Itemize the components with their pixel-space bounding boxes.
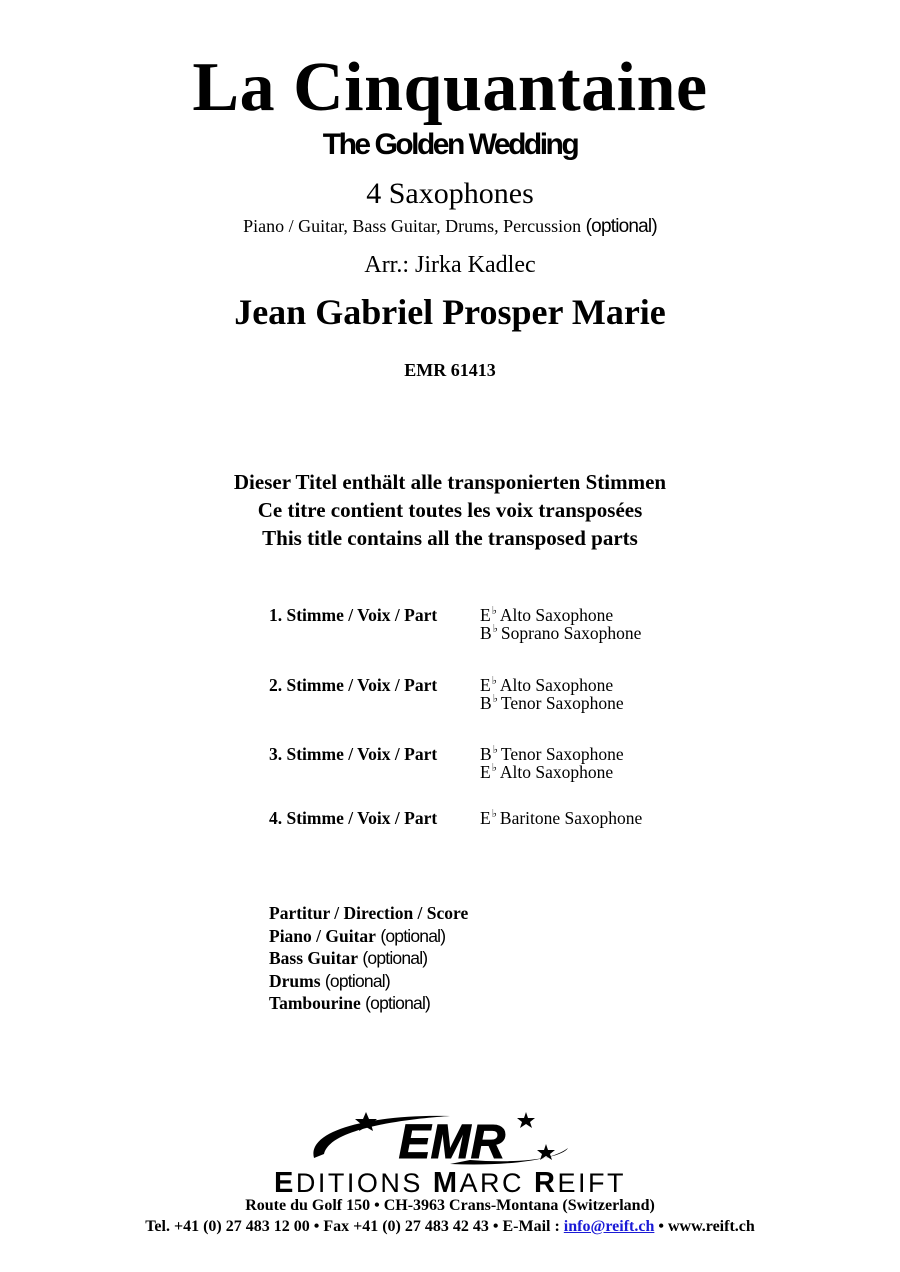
part-label: 4. Stimme / Voix / Part (269, 808, 438, 828)
flat-icon: ♭ (491, 762, 497, 774)
extra-optional: (optional) (324, 970, 390, 991)
part-instrument (480, 809, 642, 827)
extra-item (269, 902, 468, 925)
part-instrument (480, 763, 624, 781)
brand-rest: EIFT (557, 1168, 626, 1198)
instrument-name: Soprano Saxophone (500, 623, 642, 643)
flat-icon: ♭ (491, 675, 497, 687)
composer: Jean Gabriel Prosper Marie (234, 292, 666, 332)
publisher-address: Route du Golf 150 • CH-3963 Crans-Montana (Switzerland) (245, 1197, 655, 1214)
logo-text: EMR (398, 1116, 506, 1169)
extra-name: Piano / Guitar (269, 925, 376, 946)
star-icon (517, 1112, 535, 1128)
arranger: Arr.: Jirka Kadlec (364, 252, 536, 278)
instrument-name: Alto Saxophone (499, 675, 614, 695)
extra-item (269, 992, 468, 1015)
publisher-contact (0, 1217, 900, 1237)
instrument-key: B (480, 623, 492, 643)
note-french: Ce titre contient toutes les voix transposées (257, 498, 643, 522)
extra-item (269, 970, 468, 993)
instrument-name: Alto Saxophone (499, 762, 614, 782)
instrument-name: Tenor Saxophone (500, 693, 624, 713)
instrument-key: E (480, 605, 491, 625)
part-instruments (480, 676, 624, 712)
star-icon (537, 1144, 555, 1160)
transposition-notes (0, 468, 900, 552)
instrumentation: 4 Saxophones (366, 177, 534, 210)
flat-icon: ♭ (491, 605, 497, 617)
brand-capital: R (534, 1167, 558, 1199)
email-link[interactable]: info@reift.ch (563, 1218, 655, 1235)
instrument-key: E (480, 808, 491, 828)
contact-website: • www.reift.ch (654, 1218, 755, 1235)
brand-rest: ARC (459, 1168, 535, 1198)
instrument-name: Alto Saxophone (499, 605, 614, 625)
instrument-name: Baritone Saxophone (499, 808, 643, 828)
title: La Cinquantaine (192, 49, 708, 126)
part-instruments (480, 606, 641, 642)
instrument-key: B (480, 744, 492, 764)
extra-item (269, 947, 468, 970)
extra-optional: (optional) (365, 993, 431, 1013)
part-instrument (480, 624, 641, 642)
extra-optional: (optional) (362, 948, 428, 968)
accompaniment-optional: (optional) (585, 216, 657, 237)
extras-list (269, 902, 468, 1015)
publisher-name (0, 1168, 900, 1198)
part-instrument (480, 606, 641, 624)
flat-icon: ♭ (492, 744, 498, 756)
instrument-key: E (480, 675, 491, 695)
extra-optional: (optional) (380, 925, 446, 946)
extra-name: Partitur / Direction / Score (269, 903, 469, 923)
part-instrument (480, 676, 624, 694)
flat-icon: ♭ (492, 693, 498, 705)
instrument-key: B (480, 693, 492, 713)
instrument-key: E (480, 762, 491, 782)
accompaniment-line (0, 214, 900, 239)
catalog-number: EMR 61413 (404, 360, 496, 380)
part-label: 3. Stimme / Voix / Part (269, 744, 438, 764)
extra-name: Bass Guitar (269, 948, 358, 968)
part-instrument (480, 694, 624, 712)
contact-phone-fax: Tel. +41 (0) 27 483 12 00 • Fax +41 (0) 27 483 42 43 • E-Mail : (145, 1218, 564, 1235)
subtitle: The Golden Wedding (322, 128, 578, 161)
extra-item (269, 925, 468, 948)
part-instruments (480, 809, 642, 827)
flat-icon: ♭ (491, 808, 497, 820)
part-instrument (480, 745, 624, 763)
brand-rest: DITIONS (295, 1168, 433, 1198)
note-german: Dieser Titel enthält alle transponierten Stimmen (233, 470, 667, 494)
emr-logo (300, 1108, 600, 1170)
part-instruments (480, 745, 624, 781)
note-english: This title contains all the transposed parts (262, 526, 638, 550)
flat-icon: ♭ (492, 623, 498, 635)
part-label: 2. Stimme / Voix / Part (269, 675, 438, 695)
brand-capital: M (432, 1167, 460, 1199)
extra-name: Tambourine (269, 993, 361, 1013)
extra-name: Drums (269, 970, 321, 991)
instrument-name: Tenor Saxophone (500, 744, 624, 764)
part-label: 1. Stimme / Voix / Part (269, 605, 438, 625)
brand-capital: E (274, 1167, 296, 1199)
accompaniment: Piano / Guitar, Bass Guitar, Drums, Percussion (243, 216, 582, 236)
